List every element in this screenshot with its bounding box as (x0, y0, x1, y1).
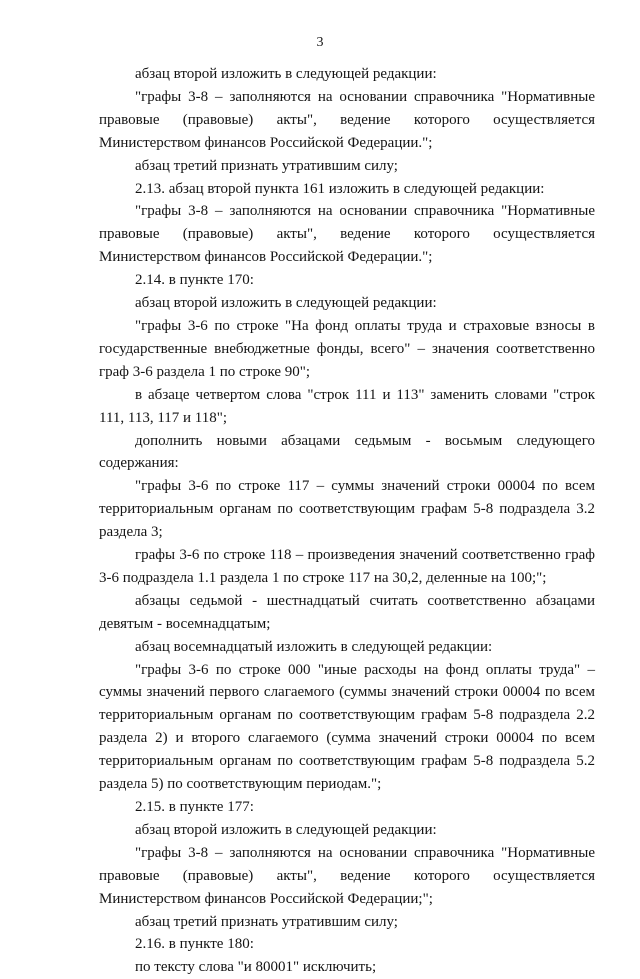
paragraph: "графы 3-6 по строке 117 – суммы значений строки 00004 по всем территориальным органам по соответствующим графам 5-8 подраздела 3.2 раздела 3; (99, 478, 595, 541)
paragraph: "графы 3-8 – заполняются на основании справочника "Нормативные правовые (правовые) акты", ведение которого осуществляется Министерством финансов Российской Федерации;"; (99, 844, 595, 907)
paragraph: графы 3-6 по строке 118 – произведения значений соответственно граф 3-6 подраздела 1.1 раздела 1 по строке 117 на 30,2, деленные на 100;"; (99, 547, 595, 586)
paragraph: 2.15. в пункте 177: (135, 799, 254, 815)
paragraph: по тексту слова "и 80001" исключить; (135, 959, 377, 976)
paragraph: "графы 3-6 по строке 000 "иные расходы на фонд оплаты труда" – суммы значений первого слагаемого (суммы значений строки 00004 по всем территориальным органам по соответствующим графам 5-8 подраздела 2.2 раздела 2) и второго слагаемого (сумма значений строки 00004 по всем территориальным органам по соответствующим графам 5-8 подраздела 5.2 раздела 5) по соответствующим периодам."; (99, 661, 595, 793)
paragraph: абзацы седьмой - шестнадцатый считать соответственно абзацами девятым - восемнадцатым; (99, 592, 595, 632)
paragraph: абзац восемнадцатый изложить в следующей редакции: (135, 638, 493, 655)
paragraph: дополнить новыми абзацами седьмым - восьмым следующего содержания: (99, 432, 595, 472)
paragraph: "графы 3-8 – заполняются на основании справочника "Нормативные правовые (правовые) акты", ведение которого осуществляется Министерством финансов Российской Федерации."; (99, 203, 595, 266)
paragraph: абзац второй изложить в следующей редакции: (135, 66, 437, 82)
paragraph: 2.13. абзац второй пункта 161 изложить в следующей редакции: (135, 180, 545, 197)
paragraph: 2.14. в пункте 170: (135, 272, 254, 289)
paragraph: "графы 3-8 – заполняются на основании справочника "Нормативные правовые (правовые) акты", ведение которого осуществляется Министерством финансов Российской Федерации."; (99, 88, 595, 151)
paragraph: абзац третий признать утратившим силу; (135, 913, 398, 930)
paragraph: абзац второй изложить в следующей редакции: (135, 821, 437, 838)
paragraph: абзац второй изложить в следующей редакции: (135, 295, 437, 312)
paragraph: в абзаце четвертом слова "строк 111 и 113" заменить словами "строк 111, 113, 117 и 118"; (99, 386, 595, 426)
paragraph: "графы 3-6 по строке "На фонд оплаты труда и страховые взносы в государственные внебюджетные фонды, всего" – значения соответственно граф 3-6 раздела 1 по строке 90"; (99, 317, 595, 380)
paragraph: абзац третий признать утратившим силу; (135, 157, 398, 174)
document-body (99, 63, 595, 979)
page-number: 3 (316, 35, 324, 50)
paragraph: 2.16. в пункте 180: (135, 936, 254, 953)
